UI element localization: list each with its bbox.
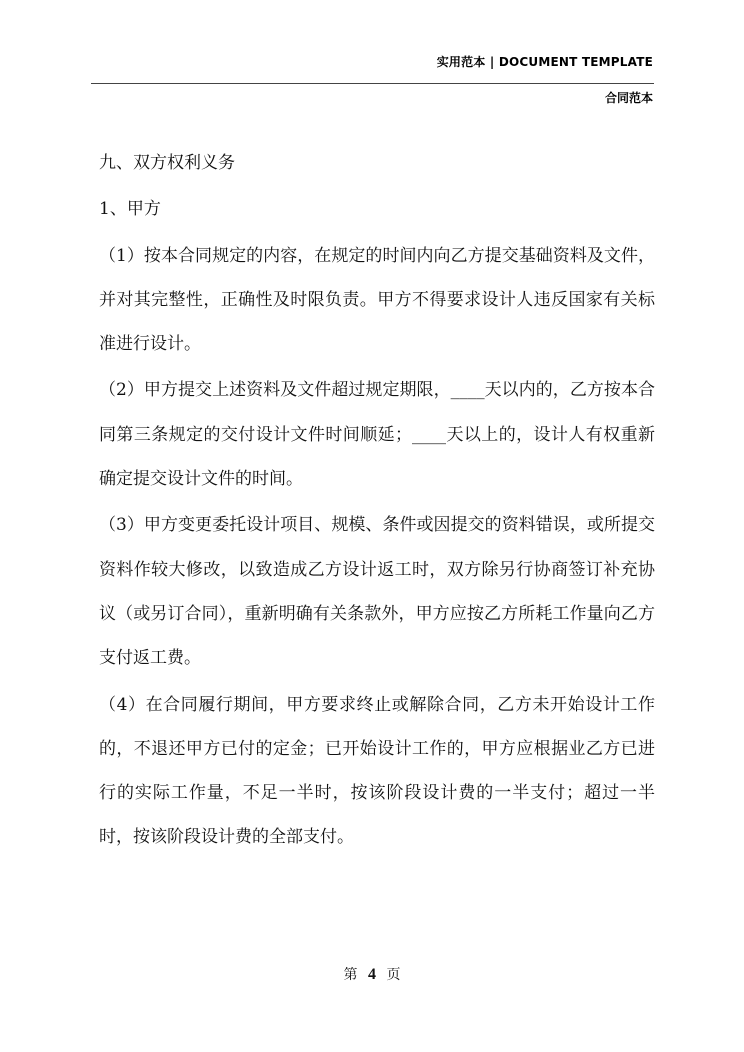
section-title: 九、双方权利义务 <box>99 153 235 173</box>
header-divider <box>91 83 654 84</box>
page-number: 4 <box>368 966 376 983</box>
clause-paragraph-1: （1）按本合同规定的内容，在规定的时间内向乙方提交基础资料及文件，并对其完整性，正确性及时限负责。甲方不得要求设计人违反国家有关标准进行设计。 <box>99 245 655 355</box>
page-footer <box>0 964 744 984</box>
header-sublabel: 合同范本 <box>604 91 653 105</box>
party-title: 1、甲方 <box>99 199 161 220</box>
clause-paragraph-4: （4）在合同履行期间，甲方要求终止或解除合同，乙方未开始设计工作的，不退还甲方已付的定金；已开始设计工作的，甲方应根据业乙方已进行的实际工作量，不足一半时，按该阶段设计费的一半支付；超过一半时，按该阶段设计费的全部支付。 <box>99 694 655 848</box>
clause-paragraph-2: （2）甲方提交上述资料及文件超过规定期限，____天以内的，乙方按本合同第三条规定的交付设计文件时间顺延；____天以上的，设计人有权重新确定提交设计文件的时间。 <box>99 380 655 490</box>
document-body <box>99 141 655 862</box>
page-suffix: 页 <box>386 967 401 983</box>
header-label: 实用范本 | DOCUMENT TEMPLATE <box>436 55 653 69</box>
clause-paragraph-3: （3）甲方变更委托设计项目、规模、条件或因提交的资料错误，或所提交资料作较大修改，以致造成乙方设计返工时，双方除另行协商签订补充协议（或另订合同），重新明确有关条款外，甲方应按乙方所耗工作量向乙方支付返工费。 <box>99 515 655 669</box>
page-prefix: 第 <box>343 967 358 983</box>
